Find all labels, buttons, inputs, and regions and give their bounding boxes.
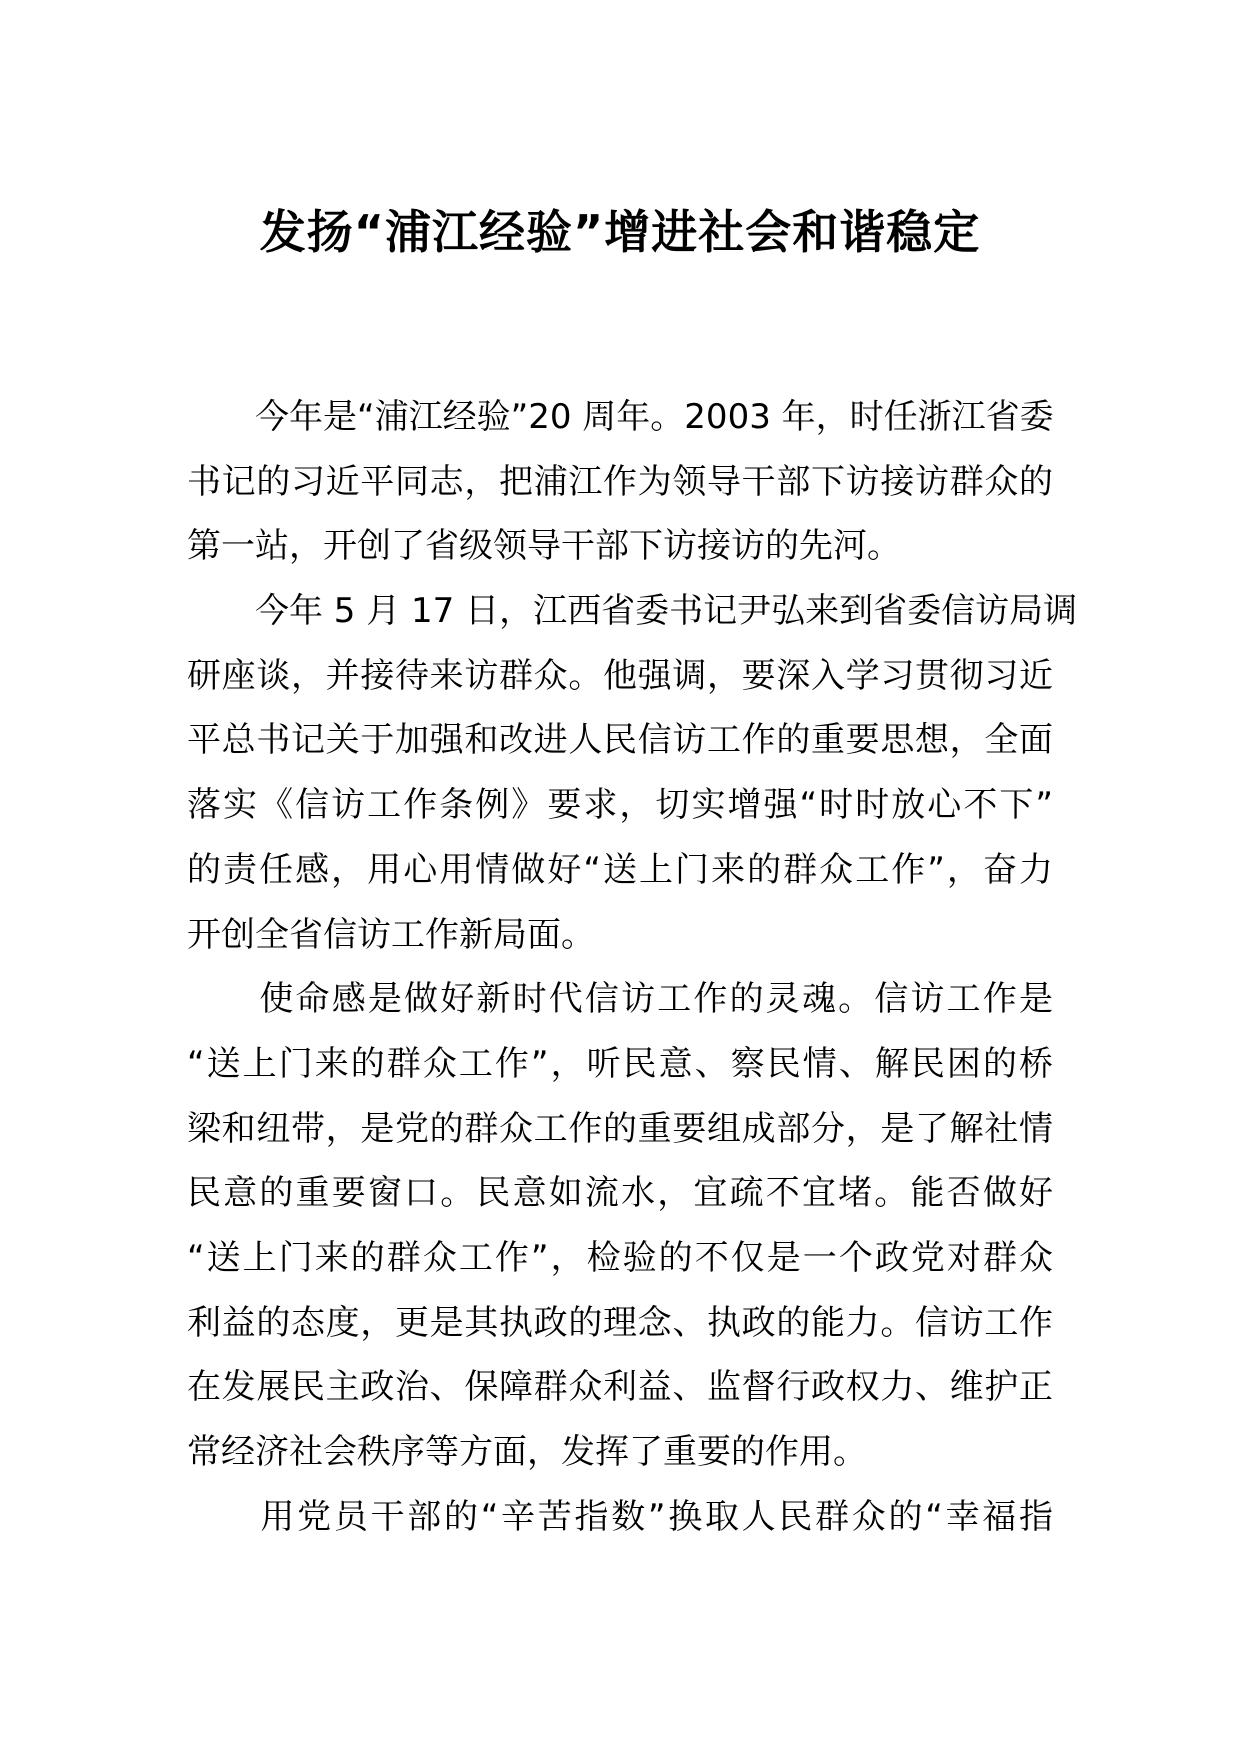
body-line: 书记的习近平同志，把浦江作为领导干部下访接访群众的	[187, 461, 1053, 502]
body-line: 落实《信访工作条例》要求，切实增强“时时放心不下”	[187, 785, 1053, 826]
body-line: 开创全省信访工作新局面。	[187, 914, 595, 955]
body-line: 在发展民主政治、保障群众利益、监督行政权力、维护正	[187, 1367, 1053, 1408]
body-line: 今年是“浦江经验”20 周年。2003 年，时任浙江省委	[187, 397, 1054, 437]
body-line: 的责任感，用心用情做好“送上门来的群众工作”，奋力	[187, 849, 1053, 890]
body-line: 利益的态度，更是其执政的理念、执政的能力。信访工作	[187, 1302, 1053, 1343]
document-body	[187, 385, 1078, 1549]
body-line: 研座谈，并接待来访群众。他强调，要深入学习贯彻习近	[187, 655, 1053, 696]
body-line: 梁和纽带，是党的群众工作的重要组成部分，是了解社情	[187, 1108, 1053, 1149]
body-line: 用党员干部的“辛苦指数”换取人民群众的“幸福指	[187, 1496, 1053, 1537]
body-line: 民意的重要窗口。民意如流水，宜疏不宜堵。能否做好	[187, 1173, 1053, 1214]
body-line: 第一站，开创了省级领导干部下访接访的先河。	[187, 526, 901, 567]
body-line: 平总书记关于加强和改进人民信访工作的重要思想，全面	[187, 720, 1053, 761]
body-line: 常经济社会秩序等方面，发挥了重要的作用。	[187, 1432, 867, 1472]
body-line: “送上门来的群众工作”，检验的不仅是一个政党对群众	[187, 1237, 1053, 1278]
body-line: “送上门来的群众工作”，听民意、察民情、解民困的桥	[187, 1043, 1053, 1084]
document-title: 发扬“浦江经验”增进社会和谐稳定	[259, 205, 981, 259]
body-line: 使命感是做好新时代信访工作的灵魂。信访工作是	[187, 979, 1053, 1020]
body-line: 今年 5 月 17 日，江西省委书记尹弘来到省委信访局调	[187, 591, 1078, 632]
